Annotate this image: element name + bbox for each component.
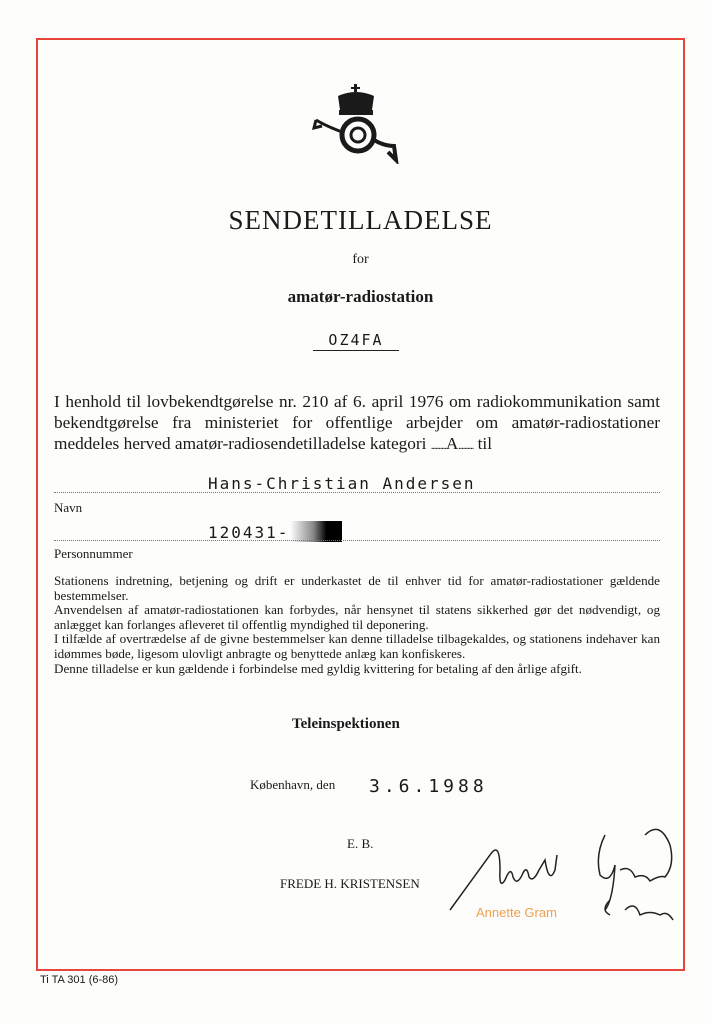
intro-text-end: til	[473, 434, 493, 453]
term-item: Anvendelsen af amatør-radiostationen kan forbydes, når hensynet til statens sikkerhed gør det nødvendigt, og anlægget kan forlanges afleveret til offentlig myndighed til deponering.	[54, 602, 660, 632]
name-value: Hans-Christian Andersen	[208, 474, 476, 493]
for-label: for	[352, 252, 369, 267]
cpr-label: Personnummer	[54, 546, 133, 561]
eb-label: E. B.	[347, 836, 374, 851]
signature-name-stamp: Annette Gram	[476, 905, 557, 920]
document-subtitle: amatør-radiostation	[287, 287, 434, 306]
terms-text	[54, 574, 660, 676]
term-item: I tilfælde af overtrædelse af de givne bestemmelser kan denne tilladelse tilbagekaldes, og stationens indehaver kan idømmes bøde, ligesom ulovligt anbragte og benyttede anlæg kan konfiskeres.	[54, 631, 660, 661]
cpr-value: 120431-	[208, 523, 290, 542]
intro-text: I henhold til lovbekendtgørelse nr. 210 af 6. april 1976 om radiokommunikation samt bekendtgørelse fra ministeriet for offentlige arbejder om amatør-radiostationer meddeles herved amatør-radiosendetilladelse kategori	[54, 392, 660, 453]
term-item: Denne tilladelse er kun gældende i forbindelse med gyldig kvittering for betaling af den årlige afgift.	[54, 660, 582, 676]
signatory-name: FREDE H. KRISTENSEN	[280, 876, 420, 891]
document-title: SENDETILLADELSE	[228, 205, 493, 235]
authority-name: Teleinspektionen	[292, 716, 400, 732]
call-sign: OZ4FA	[313, 331, 399, 351]
category-value: A	[445, 434, 459, 453]
place-label: København, den	[250, 777, 336, 792]
form-code: Ti TA 301 (6-86)	[40, 974, 119, 986]
cpr-dotted-line	[54, 540, 660, 541]
name-label: Navn	[54, 500, 83, 515]
redacted-block	[290, 521, 342, 542]
issue-date: 3.6.1988	[369, 776, 488, 797]
name-dotted-line	[54, 492, 660, 493]
term-item: Stationens indretning, betjening og drift er underkastet de til enhver tid for amatør-radiostationer gældende bestemmelser.	[54, 573, 660, 603]
intro-paragraph: I henhold til lovbekendtgørelse nr. 210 af 6. april 1976 om radiokommunikation samt bekendtgørelse fra ministeriet for offentlige arbejder om amatør-radiostationer meddeles herved amatør-radiosendetilladelse kategori ..........A.......... til	[54, 392, 660, 453]
crown-posthorn-logo-icon	[312, 82, 404, 164]
